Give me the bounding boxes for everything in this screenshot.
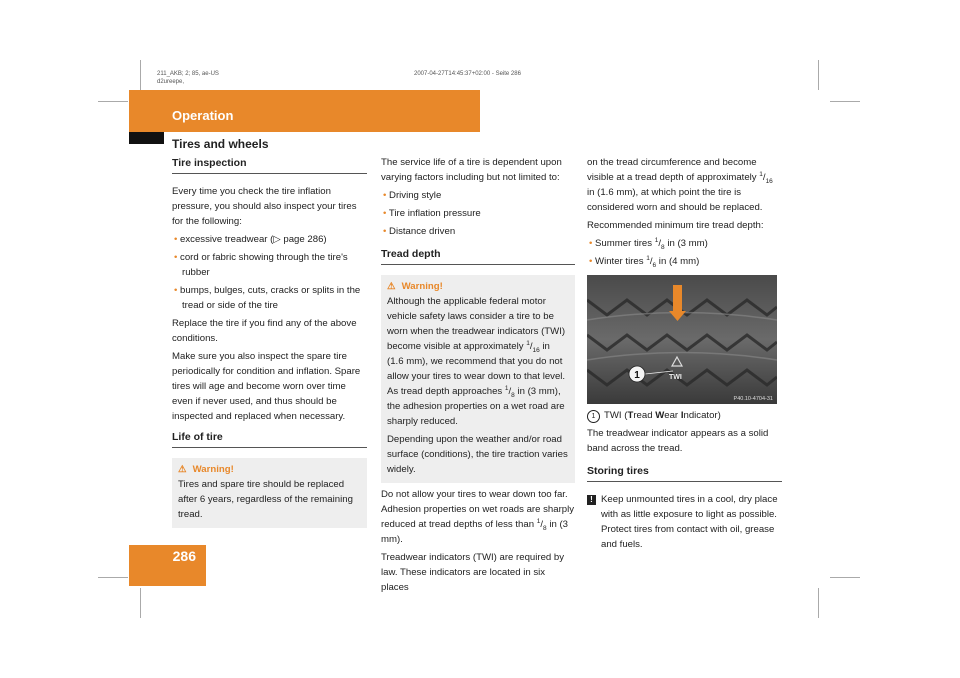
column-2 (381, 155, 575, 598)
heading-storing-tires: Storing tires (587, 464, 782, 482)
warning-triangle-icon: ⚠ (178, 464, 187, 475)
heading-life-of-tire: Life of tire (172, 430, 367, 448)
paragraph: Treadwear indicators (TWI) are required by law. These indicators are located in six places (381, 552, 565, 593)
page-number: 286 (172, 548, 196, 564)
print-meta-timestamp: 2007-04-27T14:45:37+02:00 - Seite 286 (414, 71, 521, 77)
section-title: Operation (172, 108, 234, 123)
paragraph: Recommended minimum tire tread depth: (587, 220, 764, 231)
heading-tire-inspection: Tire inspection (172, 156, 367, 174)
warning-box (381, 275, 575, 483)
list-item: • Winter tires $^1/_6$ in (4 mm) (589, 254, 700, 269)
list-item: • Distance driven (383, 226, 456, 237)
crop-mark (98, 577, 128, 578)
column-1 (172, 152, 367, 532)
header-marker (129, 132, 164, 144)
legend-item: 1 TWI (Tread Wear Indicator) (587, 408, 782, 423)
crop-mark (98, 101, 128, 102)
tire-tread-illustration (587, 275, 777, 404)
warning-text: Tires and spare tire should be replaced after 6 years, regardless of the remaining tread. (178, 479, 353, 520)
page-reference[interactable]: ▷ page 286 (273, 234, 324, 245)
paragraph: Do not allow your tires to wear down too far. Adhesion properties on wet roads are sharply reduced at tread depths of less than $^1/_8$ in (3 mm). (381, 489, 575, 545)
heading-tread-depth: Tread depth (381, 247, 575, 265)
paragraph: Make sure you also inspect the spare tire periodically for condition and inflation. Spare tires will age and become worn over time even if never used, and thus should be inspected and replaced when necessary. (172, 351, 361, 422)
warning-triangle-icon: ⚠ (387, 281, 396, 292)
subsection-title: Tires and wheels (172, 137, 269, 151)
list-item: • cord or fabric showing through the tire's rubber (174, 252, 348, 278)
list-item: • Tire inflation pressure (383, 208, 481, 219)
warning-label: Warning! (401, 281, 443, 292)
notice-item: ! Keep unmounted tires in a cool, dry place with as little exposure to light as possible. Protect tires from contact with oil, grease and fuels. (587, 492, 782, 552)
column-3 (587, 155, 782, 555)
print-meta-left: 211_AKB; 2; 85, ae-US d2ureepe, (157, 71, 219, 85)
list-item: • Summer tires $^1/_8$ in (3 mm) (589, 236, 708, 251)
crop-mark (830, 577, 860, 578)
crop-mark (818, 588, 819, 618)
paragraph: The treadwear indicator appears as a solid band across the tread. (587, 428, 769, 454)
crop-mark (830, 101, 860, 102)
notice-icon: ! (587, 495, 596, 505)
list-item: • Driving style (383, 190, 442, 201)
list-item: • excessive treadwear (▷ page 286) (174, 234, 327, 245)
callout-number: 1 (634, 370, 640, 381)
warning-box (172, 458, 367, 528)
crop-mark (140, 60, 141, 90)
crop-mark (140, 588, 141, 618)
crop-mark (818, 60, 819, 90)
twi-label: TWI (669, 374, 682, 381)
warning-text: Depending upon the weather and/or road surface (conditions), the tire traction varies widely. (387, 434, 568, 475)
image-code: P40.10-4704-31 (733, 396, 773, 402)
list-item: • bumps, bulges, cuts, cracks or splits in the tread or side of the tire (174, 285, 361, 311)
callout-badge: 1 (587, 410, 600, 423)
paragraph: The service life of a tire is dependent upon varying factors including but not limited to: (381, 157, 562, 183)
warning-label: Warning! (192, 464, 234, 475)
paragraph: Replace the tire if you find any of the above conditions. (172, 318, 357, 344)
paragraph: on the tread circumference and become visible at a tread depth of approximately $^1/_{16}$ in (1.6 mm), at which point the tire is considered worn and should be replaced. (587, 157, 773, 213)
warning-text: Although the applicable federal motor vehicle safety laws consider a tire to be worn when the treadwear indicators (TWI) become visible at approximately $^1/_{16}$ in (1.6 mm), we recommend that you do not allow your tires to wear down to that level. As tread depth approaches $^1/_8$ in (3 mm), the adhesion properties on a wet road are sharply reduced. (387, 296, 566, 427)
paragraph: Every time you check the tire inflation pressure, you should also inspect your tires for the following: (172, 186, 357, 227)
